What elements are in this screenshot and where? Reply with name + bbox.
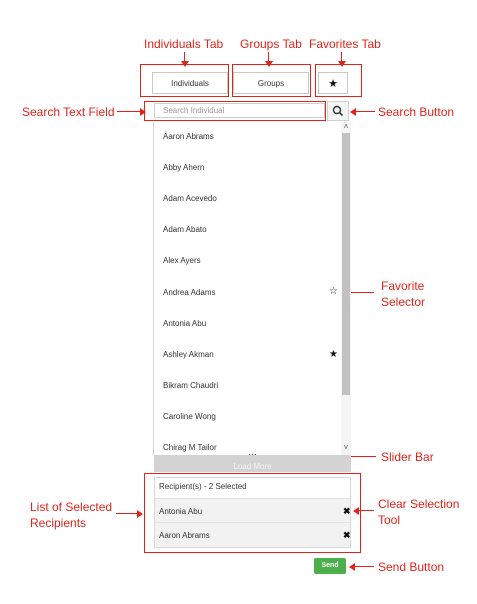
list-item[interactable]: Bikram Chaudri [163, 381, 219, 390]
load-more-label: Load More [233, 462, 272, 471]
list-item[interactable]: Adam Abato [163, 225, 207, 234]
scrollbar-thumb[interactable] [342, 133, 350, 395]
annotation-search-text-field: Search Text Field [22, 105, 115, 119]
selected-recipient: Aaron Abrams [159, 531, 210, 540]
annotation-clear-selection-1: Clear Selection [378, 497, 460, 511]
annotation-individuals-tab: Individuals Tab [144, 37, 224, 51]
favorite-outline-star-icon[interactable]: ☆ [329, 286, 338, 297]
annotation-clear-selection-2: Tool [378, 513, 401, 527]
annotation-list-selected-1: List of Selected [30, 500, 113, 514]
scroll-up-icon[interactable]: ˄ [343, 122, 349, 131]
list-item[interactable]: Aaron Abrams [163, 132, 214, 141]
search-input[interactable] [154, 103, 325, 118]
search-icon [327, 101, 349, 121]
annotation-arrow-search-field [117, 111, 141, 112]
favorite-filled-star-icon[interactable]: ★ [329, 349, 338, 360]
annotation-favorite-selector-1: Favorite [381, 279, 425, 293]
annotation-arrow-list-selected [116, 513, 138, 514]
recipients-header: Recipient(s) - 2 Selected [159, 482, 247, 491]
send-button[interactable]: Send [314, 558, 346, 574]
annotation-arrow-send [354, 566, 374, 567]
slider-grip-icon[interactable]: ⋯ [248, 449, 257, 459]
list-item[interactable]: Andrea Adams [163, 288, 216, 297]
annotation-list-selected-2: Recipients [30, 516, 87, 530]
load-more-bar[interactable] [154, 449, 351, 472]
tab-favorites[interactable] [318, 72, 348, 94]
annotation-arrowhead-search-button [350, 108, 356, 116]
tab-individuals[interactable]: Individuals [152, 72, 228, 94]
list-item[interactable]: Ashley Akman [163, 350, 214, 359]
annotation-favorites-tab: Favorites Tab [309, 37, 381, 51]
clear-selection-icon[interactable]: ✖ [343, 506, 351, 516]
annotation-send-button: Send Button [378, 560, 445, 574]
selected-recipient: Antonia Abu [159, 507, 203, 516]
individuals-list[interactable] [154, 122, 341, 455]
search-placeholder: Search Individual [163, 106, 225, 115]
list-item[interactable]: Antonia Abu [163, 319, 207, 328]
list-item[interactable]: Alex Ayers [163, 256, 201, 265]
list-item[interactable]: Abby Ahern [163, 163, 205, 172]
search-button[interactable] [327, 101, 349, 121]
annotation-favorite-selector-2: Selector [381, 295, 426, 309]
annotation-slider-bar: Slider Bar [381, 450, 434, 464]
annotation-arrowhead-send [349, 563, 355, 571]
annotation-arrowhead-list-selected [137, 510, 143, 518]
list-item[interactable]: Chirag M Tailor [163, 443, 217, 452]
annotation-arrow-search-button [355, 111, 375, 112]
star-icon: ★ [328, 77, 338, 90]
list-item[interactable]: Adam Acevedo [163, 194, 217, 203]
list-item[interactable]: Caroline Wong [163, 412, 216, 421]
annotation-search-button: Search Button [378, 105, 455, 119]
clear-selection-icon[interactable]: ✖ [343, 530, 351, 540]
scrollbar[interactable] [341, 122, 351, 455]
annotation-groups-tab: Groups Tab [240, 37, 302, 51]
tab-groups[interactable]: Groups [233, 72, 309, 94]
scroll-down-icon[interactable]: ˅ [343, 443, 349, 452]
